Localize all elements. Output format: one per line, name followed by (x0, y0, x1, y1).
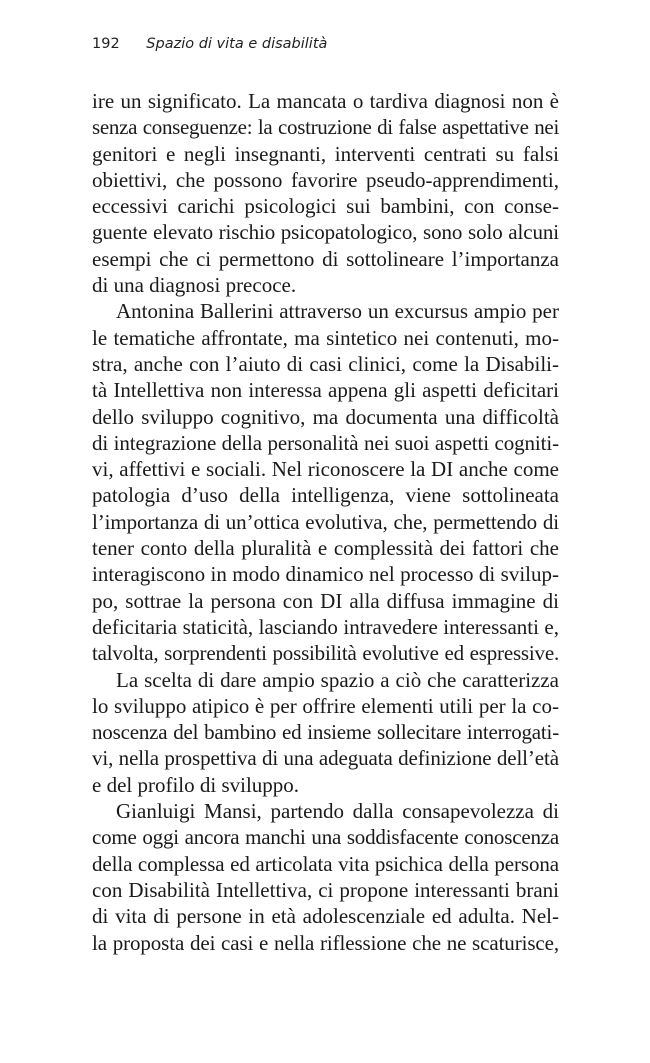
text-line: senza conseguenze: la costruzione di false aspettative nei (92, 115, 559, 140)
text-line: Antonina Ballerini attraverso un excursus ampio per (116, 299, 559, 324)
page-number: 192 (92, 36, 120, 52)
text-line: vi, nella prospettiva di una adeguata definizione dell’età (92, 746, 559, 771)
text-line: noscenza del bambino ed insieme sollecitare interrogati- (92, 720, 559, 745)
text-line: lo sviluppo atipico è per offrire elementi utili per la co- (92, 693, 559, 718)
text-line: vi, affettivi e sociali. Nel riconoscere la DI anche come (92, 457, 559, 482)
paragraph (92, 298, 559, 666)
text-line: tà Intellettiva non interessa appena gli aspetti deficitari (92, 378, 559, 403)
text-line: esempi che ci permettono di sottolineare l’importanza (92, 246, 559, 271)
text-line: ire un significato. La mancata o tardiva diagnosi non è (92, 89, 559, 113)
paragraph (92, 798, 559, 956)
text-line: di vita di persone in età adolescenziale ed adulta. Nel- (92, 904, 559, 929)
text-line: le tematiche affrontate, ma sintetico nei contenuti, mo- (92, 325, 559, 350)
text-line: po, sottrae la persona con DI alla diffusa immagine di (92, 588, 559, 613)
text-line: eccessivi carichi psicologici sui bambini, con conse- (92, 194, 559, 219)
paragraph (92, 88, 559, 298)
text-line: di integrazione della personalità nei suoi aspetti cogniti- (92, 430, 559, 455)
text-line: genitori e negli insegnanti, interventi centrati su falsi (92, 141, 559, 166)
text-line: talvolta, sorprendenti possibilità evolutive ed espressive. (92, 641, 559, 666)
text-line: con Disabilità Intellettiva, ci propone interessanti brani (92, 877, 559, 902)
text-line: di una diagnosi precoce. (92, 273, 297, 298)
text-line: e del profilo di sviluppo. (92, 772, 300, 797)
text-line: stra, anche con l’aiuto di casi clinici, come la Disabili- (92, 351, 559, 376)
text-line: patologia d’uso della intelligenza, viene sottolineata (92, 483, 559, 508)
text-line: obiettivi, che possono favorire pseudo-apprendimenti, (92, 167, 559, 192)
text-line: La scelta di dare ampio spazio a ciò che caratterizza (116, 667, 559, 692)
page-header (92, 36, 327, 52)
body-text (92, 88, 559, 956)
text-line: dello sviluppo cognitivo, ma documenta una difficoltà (92, 404, 559, 429)
text-line: interagiscono in modo dinamico nel processo di svilup- (92, 562, 559, 587)
text-line: tener conto della pluralità e complessità dei fattori che (92, 536, 559, 561)
text-line: Gianluigi Mansi, partendo dalla consapevolezza di (116, 799, 559, 824)
paragraph (92, 667, 559, 798)
text-line: come oggi ancora manchi una soddisfacente conoscenza (92, 825, 559, 850)
text-line: deficitaria staticità, lasciando intravedere interessanti e, (92, 614, 559, 639)
text-line: la proposta dei casi e nella riflessione che ne scaturisce, (92, 930, 559, 955)
running-title: Spazio di vita e disabilità (146, 36, 328, 52)
text-line: l’importanza di un’ottica evolutiva, che, permettendo di (92, 509, 559, 534)
text-line: guente elevato rischio psicopatologico, sono solo alcuni (92, 220, 559, 245)
text-line: della complessa ed articolata vita psichica della persona (92, 851, 559, 876)
